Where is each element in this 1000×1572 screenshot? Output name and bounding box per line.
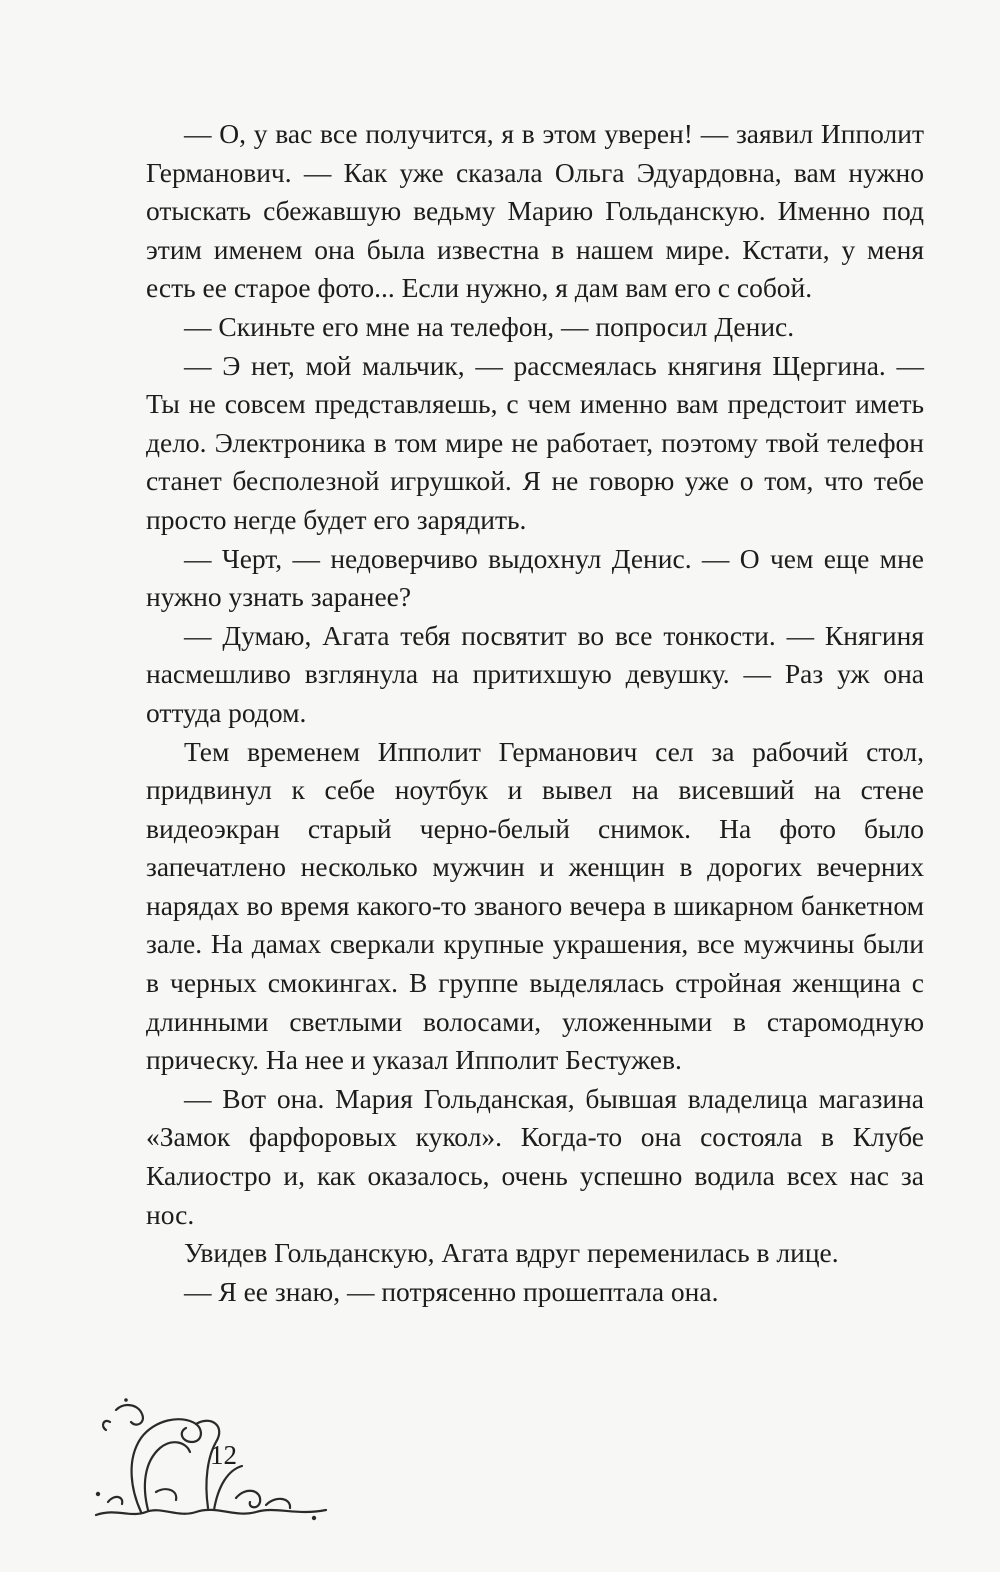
page-text	[146, 115, 924, 1311]
paragraph: — О, у вас все получится, я в этом уверен! — заявил Ипполит Германович. — Как уже сказала Ольга Эдуардовна, вам нужно отыскать сбежавшую ведьму Марию Гольданскую. Именно под этим именем она была известна в нашем мире. Кстати, у меня есть ее старое фото... Если нужно, я дам вам его с собой.	[146, 118, 924, 304]
paragraph: Увидев Гольданскую, Агата вдруг переменилась в лице.	[184, 1237, 839, 1269]
paragraph: Тем временем Ипполит Германович сел за рабочий стол, придвинул к себе ноутбук и вывел на висевший на стене видеоэкран старый черно-белый снимок. На фото было запечатлено несколько мужчин и женщин в дорогих вечерних нарядах во время какого-то званого вечера в шикарном банкетном зале. На дамах сверкали крупные украшения, все мужчины были в черных смокингах. В группе выделялась стройная женщина с длинными светлыми волосами, уложенными в старомодную прическу. На нее и указал Ипполит Бестужев.	[146, 735, 924, 1076]
paragraph: — Черт, — недоверчиво выдохнул Денис. — О чем еще мне нужно узнать заранее?	[146, 542, 924, 613]
page-number: 12	[210, 1440, 237, 1470]
paragraph: — Я ее знаю, — потрясенно прошептала она.	[184, 1275, 719, 1307]
paragraph: — Э нет, мой мальчик, — рассмеялась княгиня Щергина. — Ты не совсем представляешь, с чем именно вам предстоит иметь дело. Электроника в том мире не работает, поэтому твой телефон станет бесполезной игрушкой. Я не говорю уже о том, что тебе просто негде будет его зарядить.	[146, 349, 924, 535]
paragraph: — Думаю, Агата тебя посвятит во все тонкости. — Княгиня насмешливо взглянула на притихшую девушку. — Раз уж она оттуда родом.	[146, 619, 924, 728]
paragraph: — Вот она. Мария Гольданская, бывшая владелица магазина «Замок фарфоровых кукол». Когда-то она состояла в Клубе Калиостро и, как оказалось, очень успешно водила всех нас за нос.	[146, 1082, 924, 1230]
paragraph: — Скиньте его мне на телефон, — попросил Денис.	[184, 310, 795, 342]
